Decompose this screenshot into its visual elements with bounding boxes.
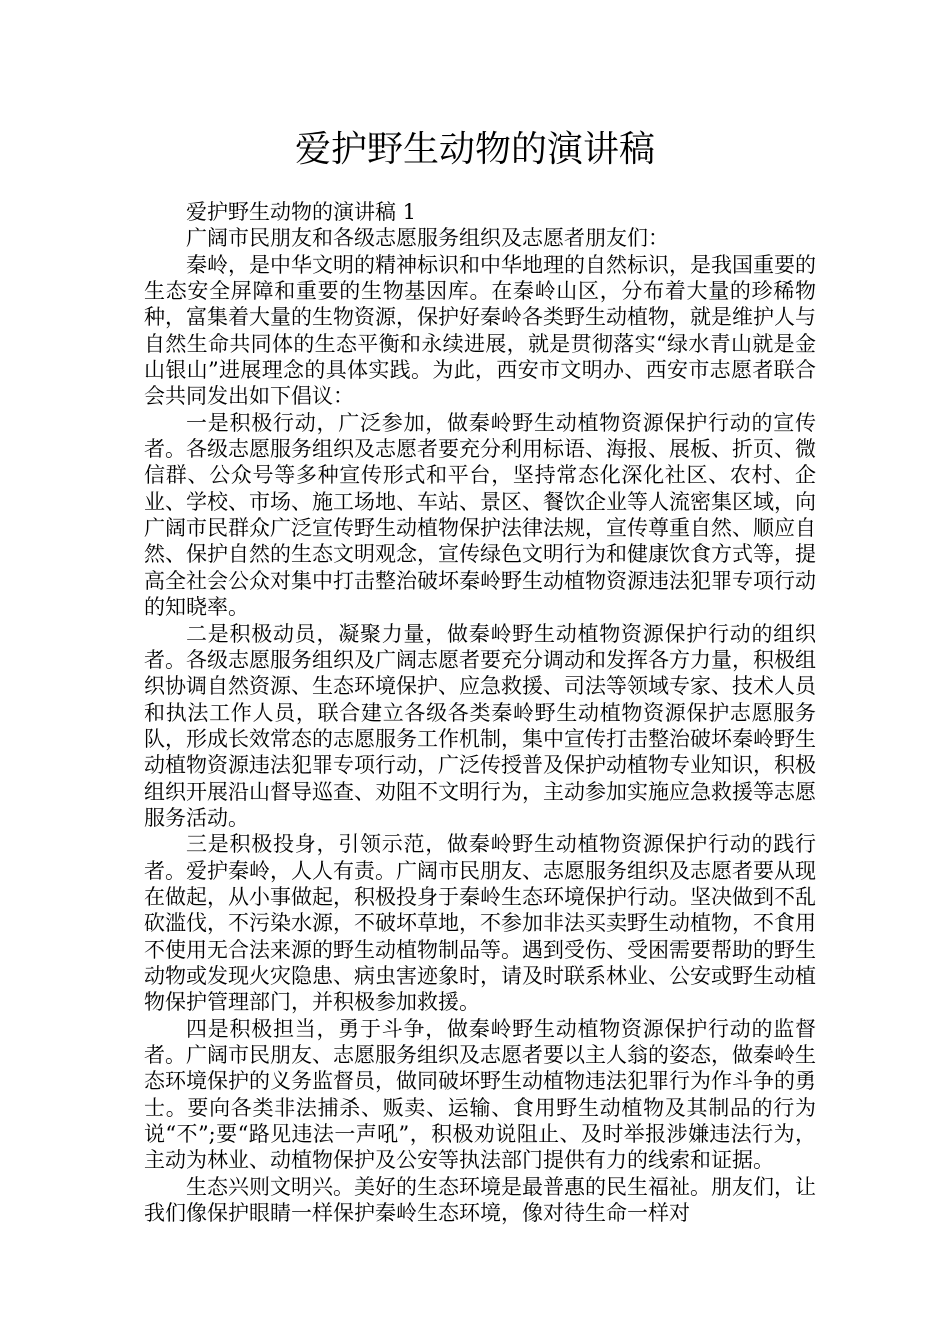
subtitle-paragraph: 爱护野生动物的演讲稿 1 — [186, 200, 417, 224]
document-title: 爱护野生动物的演讲稿 — [294, 129, 655, 170]
body-paragraph-1: 一是积极行动，广泛参加，做秦岭野生动植物资源保护行动的宣传者。各级志愿服务组织及志愿者要充分利用标语、海报、展板、折页、微信群、公众号等多种宣传形式和平台，坚持常态化深化社区、农村、企业、学校、市场、施工场地、车站、景区、餐饮企业等人流密集区域，向广阔市民群众广泛宣传野生动植物保护法律法规，宣传尊重自然、顺应自然、保护自然的生态文明观念，宣传绿色文明行为和健康饮食方式等，提高全社会公众对集中打击整治破坏秦岭野生动植物资源违法犯罪专项行动的知晓率。 — [144, 410, 816, 620]
document-body — [144, 199, 816, 1226]
body-paragraph-4: 四是积极担当，勇于斗争，做秦岭野生动植物资源保护行动的监督者。广阔市民朋友、志愿服务组织及志愿者要以主人翁的姿态，做秦岭生态环境保护的义务监督员，做同破坏野生动植物违法犯罪行为作斗争的勇士。要向各类非法捕杀、贩卖、运输、食用野生动植物及其制品的行为说“不”;要“路见违法一声吼”，积极劝说阻止、及时举报涉嫌违法行为，主动为林业、动植物保护及公安等执法部门提供有力的线索和证据。 — [144, 1016, 816, 1173]
salutation-paragraph: 广阔市民朋友和各级志愿服务组织及志愿者朋友们： — [186, 226, 669, 251]
closing-paragraph: 生态兴则文明兴。美好的生态环境是最普惠的民生福祉。朋友们，让我们像保护眼睛一样保护秦岭生态环境，像对待生命一样对 — [144, 1174, 816, 1226]
body-paragraph-2: 二是积极动员，凝聚力量，做秦岭野生动植物资源保护行动的组织者。各级志愿服务组织及广阔志愿者要充分调动和发挥各方力量，积极组织协调自然资源、生态环境保护、应急救援、司法等领域专家、技术人员和执法工作人员，联合建立各级各类秦岭野生动植物资源保护志愿服务队，形成长效常态的志愿服务工作机制，集中宣传打击整治破坏秦岭野生动植物资源违法犯罪专项行动，广泛传授普及保护动植物专业知识，积极组织开展沿山督导巡查、劝阻不文明行为，主动参加实施应急救援等志愿服务活动。 — [144, 621, 816, 830]
body-paragraph-3: 三是积极投身，引领示范，做秦岭野生动植物资源保护行动的践行者。爱护秦岭，人人有责。广阔市民朋友、志愿服务组织及志愿者要从现在做起，从小事做起，积极投身于秦岭生态环境保护行动。坚决做到不乱砍滥伐，不污染水源，不破坏草地，不参加非法买卖野生动植物，不食用不使用无合法来源的野生动植物制品等。遇到受伤、受困需要帮助的野生动物或发现火灾隐患、病虫害迹象时，请及时联系林业、公安或野生动植物保护管理部门，并积极参加救援。 — [144, 832, 816, 1015]
intro-paragraph: 秦岭，是中华文明的精神标识和中华地理的自然标识，是我国重要的生态安全屏障和重要的生物基因库。在秦岭山区，分布着大量的珍稀物种，富集着大量的生物资源，保护好秦岭各类野生动植物，就是维护人与自然生命共同体的生态平衡和永续进展，就是贯彻落实“绿水青山就是金山银山”进展理念的具体实践。为此，西安市文明办、西安市志愿者联合会共同发出如下倡议： — [144, 252, 816, 409]
